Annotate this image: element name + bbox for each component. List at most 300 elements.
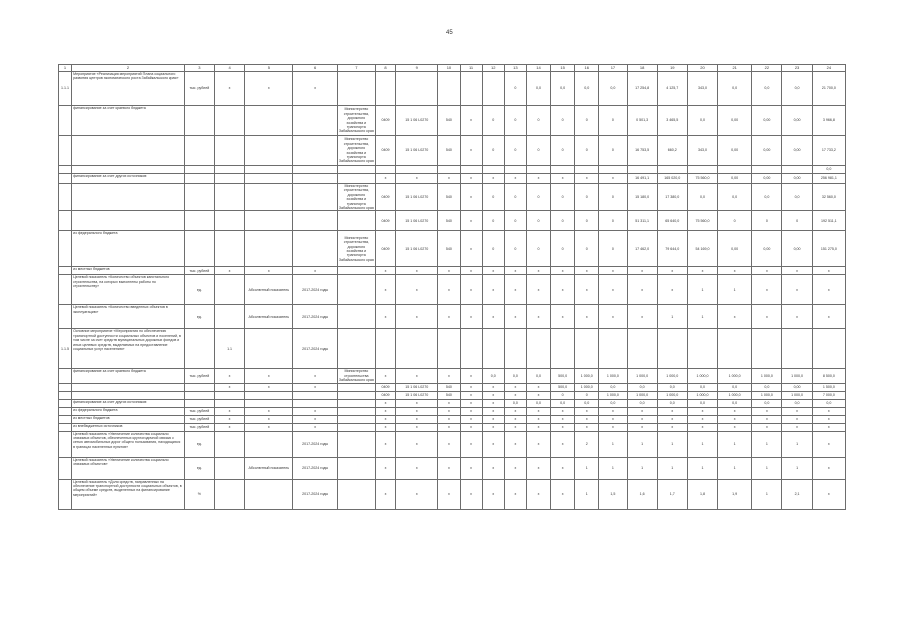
table-cell: х [245,267,293,275]
table-cell: ед. [184,457,214,479]
table-cell: тыс. рублей [184,267,214,275]
table-cell: х [627,305,657,329]
table-cell [599,166,627,174]
table-cell [59,275,72,305]
table-cell: 192 511,1 [812,211,845,231]
table-cell: 1 [687,457,717,479]
table-cell: 0 [551,106,575,136]
table-cell: 1.1.5 [59,329,72,369]
table-cell [782,329,812,369]
table-cell: х [460,423,482,431]
table-cell: х [504,415,526,423]
table-cell: х [687,415,717,423]
table-cell: 0,00 [752,106,782,136]
table-cell [184,329,214,369]
table-cell [184,399,214,407]
table-cell: 0409 [375,136,395,166]
table-cell [59,431,72,457]
table-cell: 0 [599,184,627,211]
table-cell: х [396,369,438,383]
table-cell: 0,00 [782,231,812,267]
table-cell: х [293,423,337,431]
table-cell: 0,0 [575,399,599,407]
table-cell: х [438,479,460,509]
table-cell: 2017-2024 годы [293,275,337,305]
table-cell: 15 1 06 L0270 [396,136,438,166]
page-number: 45 [446,30,453,36]
table-cell: финансирование за счет краевого бюджета [72,106,185,136]
table-cell: 1,9 [718,479,752,509]
table-cell: 17 254,8 [627,72,657,106]
table-cell: х [396,431,438,457]
table-cell [72,383,185,391]
table-cell: 0,0 [526,369,550,383]
table-cell: х [551,457,575,479]
table-cell: 17 380,0 [657,184,687,211]
budget-table [58,64,846,510]
table-cell: 1 000,0 [599,391,627,399]
table-cell [337,329,375,369]
table-cell: х [460,267,482,275]
table-cell: х [245,423,293,431]
table-cell: х [551,423,575,431]
table-cell: х [551,431,575,457]
table-cell: 0,0 [526,399,550,407]
table-cell: х [460,457,482,479]
table-cell: 151 275,0 [812,231,845,267]
table-cell [59,211,72,231]
table-cell: х [526,407,550,415]
table-cell: 0,0 [627,399,657,407]
table-cell: 1 000,0 [627,369,657,383]
table-cell: Целевой показатель «Количество объектов капитального строительства, на которых выполнены работы по строительству» [72,275,185,305]
table-cell: 1 [627,431,657,457]
table-cell: х [687,423,717,431]
table-row [59,267,846,275]
table-cell [245,431,293,457]
budget-table-sheet [58,64,846,575]
table-cell: 32 560,0 [812,184,845,211]
table-cell: х [438,174,460,184]
header-cell: 6 [293,65,337,72]
table-cell [337,391,375,399]
table-cell: 1.1 [214,329,244,369]
table-cell [72,184,185,211]
table-cell: х [687,267,717,275]
table-row [59,106,846,136]
table-cell: Абсолютный показатель [245,305,293,329]
table-cell [214,184,244,211]
table-cell: 0,0 [504,369,526,383]
table-cell: х [526,267,550,275]
table-cell: из внебюджетных источников [72,423,185,431]
table-cell: 0 [504,231,526,267]
table-cell: х [460,383,482,391]
table-cell [245,479,293,509]
table-cell: х [460,369,482,383]
table-cell: х [575,174,599,184]
table-cell: х [504,391,526,399]
table-cell: 3 966,8 [812,106,845,136]
header-row [59,65,846,72]
table-cell: х [752,423,782,431]
table-cell: х [551,415,575,423]
table-cell: 2017-2024 годы [293,305,337,329]
table-cell: 540 [438,231,460,267]
table-cell: х [482,399,504,407]
header-cell: 1 [59,65,72,72]
table-cell: х [245,72,293,106]
table-cell [337,415,375,423]
table-cell [59,479,72,509]
table-cell: 1 [657,305,687,329]
table-cell: х [504,479,526,509]
table-cell: 0,0 [599,72,627,106]
table-cell: 256 981,1 [812,174,845,184]
table-cell [657,166,687,174]
table-cell: 65 640,0 [657,211,687,231]
table-cell: Целевой показатель «Увеличение количества социально значимых объектов» [72,457,185,479]
table-cell: 0,0 [526,72,550,106]
table-cell: 0,0 [627,383,657,391]
table-cell: 0 [551,136,575,166]
table-cell [782,166,812,174]
table-cell: 0 [482,136,504,166]
table-cell: Целевой показатель «Увеличение количества социально значимых объектов, обеспеченных круглогодичной связью с сетью автомобильных дорог общего пользования, находящихся в границах населенных пунктов» [72,431,185,457]
table-cell: 1 000,0 [575,369,599,383]
table-cell [59,305,72,329]
table-cell: 0,00 [752,231,782,267]
table-cell: х [245,415,293,423]
table-cell [293,136,337,166]
table-cell [482,72,504,106]
table-cell: х [599,423,627,431]
table-cell: х [504,174,526,184]
table-cell: 0,0 [752,399,782,407]
table-cell: х [396,479,438,509]
table-cell: из местных бюджетов [72,267,185,275]
table-cell: х [293,415,337,423]
table-cell: 0 [526,231,550,267]
table-cell [293,174,337,184]
table-cell: 0,0 [782,184,812,211]
table-cell: х [504,305,526,329]
table-cell: 2017-2024 годы [293,329,337,369]
table-cell [460,72,482,106]
table-cell: х [460,211,482,231]
table-cell: х [396,174,438,184]
table-cell: 0 [575,136,599,166]
table-cell: х [575,267,599,275]
table-cell: х [526,383,550,391]
table-cell: х [812,407,845,415]
table-cell [337,174,375,184]
table-cell: 0 [504,136,526,166]
table-cell [72,211,185,231]
table-cell: х [438,305,460,329]
table-cell: 1 000,0 [718,369,752,383]
table-cell: х [812,431,845,457]
table-cell: 0,00 [782,174,812,184]
table-cell: 0,0 [599,383,627,391]
table-cell: 540 [438,383,460,391]
table-cell: х [575,407,599,415]
table-cell: х [482,305,504,329]
table-cell: х [396,457,438,479]
table-cell: х [575,415,599,423]
table-row [59,275,846,305]
table-cell: 2017-2024 годы [293,431,337,457]
table-cell: 1 [657,457,687,479]
table-cell: х [460,415,482,423]
header-cell: 2 [72,65,185,72]
table-cell: 1 [687,275,717,305]
table-cell [575,329,599,369]
table-cell: 17 733,2 [812,136,845,166]
table-cell: х [657,275,687,305]
table-cell: 0 [504,184,526,211]
table-cell [245,399,293,407]
table-cell: х [375,174,395,184]
table-cell: 79 644,0 [657,231,687,267]
table-cell: 0,0 [718,383,752,391]
table-cell [59,166,72,174]
table-cell: х [526,431,550,457]
table-cell: х [396,407,438,415]
table-cell: тыс. рублей [184,423,214,431]
table-cell: 1 [599,457,627,479]
table-cell: 1 [718,275,752,305]
table-cell: 0,0 [575,72,599,106]
table-row [59,211,846,231]
table-cell: 0,00 [718,106,752,136]
table-cell: х [482,431,504,457]
table-cell [72,166,185,174]
table-cell: х [460,136,482,166]
table-cell: 0 [575,106,599,136]
table-cell: 0 [482,211,504,231]
table-cell: 0409 [375,383,395,391]
table-cell: 0 [599,211,627,231]
table-cell: 15 1 06 L0270 [396,211,438,231]
header-cell: 21 [718,65,752,72]
table-cell: х [526,305,550,329]
table-cell [752,329,782,369]
table-cell: тыс. рублей [184,369,214,383]
table-cell: 1 000,0 [627,391,657,399]
table-cell [752,166,782,174]
table-cell: х [752,305,782,329]
table-cell [504,329,526,369]
table-cell: ед. [184,305,214,329]
table-cell: х [375,267,395,275]
header-cell: 11 [460,65,482,72]
table-cell: х [396,305,438,329]
table-cell: х [551,275,575,305]
table-row [59,369,846,383]
table-cell [59,457,72,479]
table-cell: 0409 [375,184,395,211]
table-cell: 0 [599,136,627,166]
table-cell: 0 [551,231,575,267]
table-cell [337,166,375,174]
table-cell: х [504,457,526,479]
table-cell: 0409 [375,106,395,136]
table-cell: х [812,423,845,431]
table-cell: 1 [627,457,657,479]
table-cell [72,136,185,166]
table-row [59,423,846,431]
header-cell: 15 [551,65,575,72]
table-cell: 0,00 [782,136,812,166]
table-cell: х [482,275,504,305]
table-cell [245,136,293,166]
table-cell: 15 1 06 L0270 [396,106,438,136]
table-cell: 1,5 [599,479,627,509]
table-cell: х [245,383,293,391]
table-cell: х [460,407,482,415]
table-cell [337,211,375,231]
table-cell: 1 000,0 [752,391,782,399]
table-cell: 0 [526,106,550,136]
table-cell: 0 [526,211,550,231]
table-cell: х [627,415,657,423]
table-cell: х [375,457,395,479]
table-cell: х [551,407,575,415]
table-cell [396,166,438,174]
table-cell: 0,0 [482,369,504,383]
table-cell [460,166,482,174]
table-cell: х [375,423,395,431]
table-cell: 54 169,0 [687,231,717,267]
table-cell [214,275,244,305]
table-cell [375,329,395,369]
table-cell: х [504,383,526,391]
table-cell: 500,0 [551,383,575,391]
table-cell: х [375,369,395,383]
table-cell: х [782,407,812,415]
table-cell: финансирование за счет других источников: [72,399,185,407]
table-cell [293,391,337,399]
table-cell: 1 000,0 [687,391,717,399]
table-cell [214,174,244,184]
table-cell: 1 000,0 [718,391,752,399]
table-cell [687,329,717,369]
table-cell [59,231,72,267]
table-row [59,166,846,174]
table-cell: 4 125,7 [657,72,687,106]
table-cell: 1 [752,431,782,457]
table-cell: 0,0 [782,72,812,106]
table-cell: 2,1 [782,479,812,509]
table-cell: 540 [438,184,460,211]
table-cell [375,166,395,174]
table-cell: 1 500,0 [812,383,845,391]
table-cell: х [627,407,657,415]
table-cell: 0,0 [551,399,575,407]
table-cell: 0,00 [752,174,782,184]
table-cell [214,211,244,231]
table-cell: х [782,267,812,275]
table-cell: Основное мероприятие «Мероприятия по обеспечению транспортной доступности социальных объектов и поселений, в том числе за счет средств муниципальных дорожных фондов и иных целевых средств, выделяемых на предоставление социальных услуг населению» [72,329,185,369]
table-cell: Целевой показатель «Количество введенных объектов в эксплуатацию» [72,305,185,329]
table-cell: 165 020,0 [657,174,687,184]
table-cell: тыс. рублей [184,415,214,423]
table-cell: 0,0 [752,184,782,211]
table-cell: 540 [438,106,460,136]
header-cell: 9 [396,65,438,72]
table-cell [526,166,550,174]
table-row [59,305,846,329]
table-cell: 1 [782,457,812,479]
table-cell [337,457,375,479]
table-cell [337,399,375,407]
table-cell: х [214,423,244,431]
table-cell: х [460,184,482,211]
table-cell: 1,6 [627,479,657,509]
table-cell: х [575,305,599,329]
table-cell: 1.1.1 [59,72,72,106]
table-cell [337,267,375,275]
table-cell [59,174,72,184]
table-cell: 1 [657,431,687,457]
table-cell [184,184,214,211]
table-cell [245,211,293,231]
table-cell: 0 [782,211,812,231]
table-cell [599,329,627,369]
table-cell: х [293,72,337,106]
table-cell [687,166,717,174]
table-cell: х [293,407,337,415]
table-cell [184,391,214,399]
table-cell [184,166,214,174]
table-cell: 15 180,0 [627,184,657,211]
table-cell: 0,00 [718,174,752,184]
table-cell: 21 700,0 [812,72,845,106]
table-cell [482,329,504,369]
table-cell: 15 1 06 L0270 [396,383,438,391]
table-cell [245,174,293,184]
table-cell: 0409 [375,211,395,231]
table-cell: 0,0 [752,72,782,106]
table-cell: х [438,399,460,407]
table-cell: Абсолютный показатель [245,275,293,305]
table-cell: х [438,267,460,275]
table-cell [214,479,244,509]
table-cell: 1 [599,431,627,457]
table-row [59,415,846,423]
table-cell: 1 000,0 [575,383,599,391]
table-cell [438,166,460,174]
table-cell: 500,0 [551,369,575,383]
table-row [59,383,846,391]
table-cell: из федерального бюджета [72,407,185,415]
table-cell: 0,00 [718,231,752,267]
table-row [59,407,846,415]
table-cell: 2017-2024 годы [293,479,337,509]
table-cell: х [482,174,504,184]
table-cell: х [551,267,575,275]
table-cell: х [482,415,504,423]
table-cell: ед. [184,275,214,305]
table-cell [214,399,244,407]
table-cell: х [627,423,657,431]
header-cell: 12 [482,65,504,72]
table-cell: 3 465,5 [657,106,687,136]
table-row [59,72,846,106]
table-cell: 1 000,0 [657,369,687,383]
table-cell [184,106,214,136]
